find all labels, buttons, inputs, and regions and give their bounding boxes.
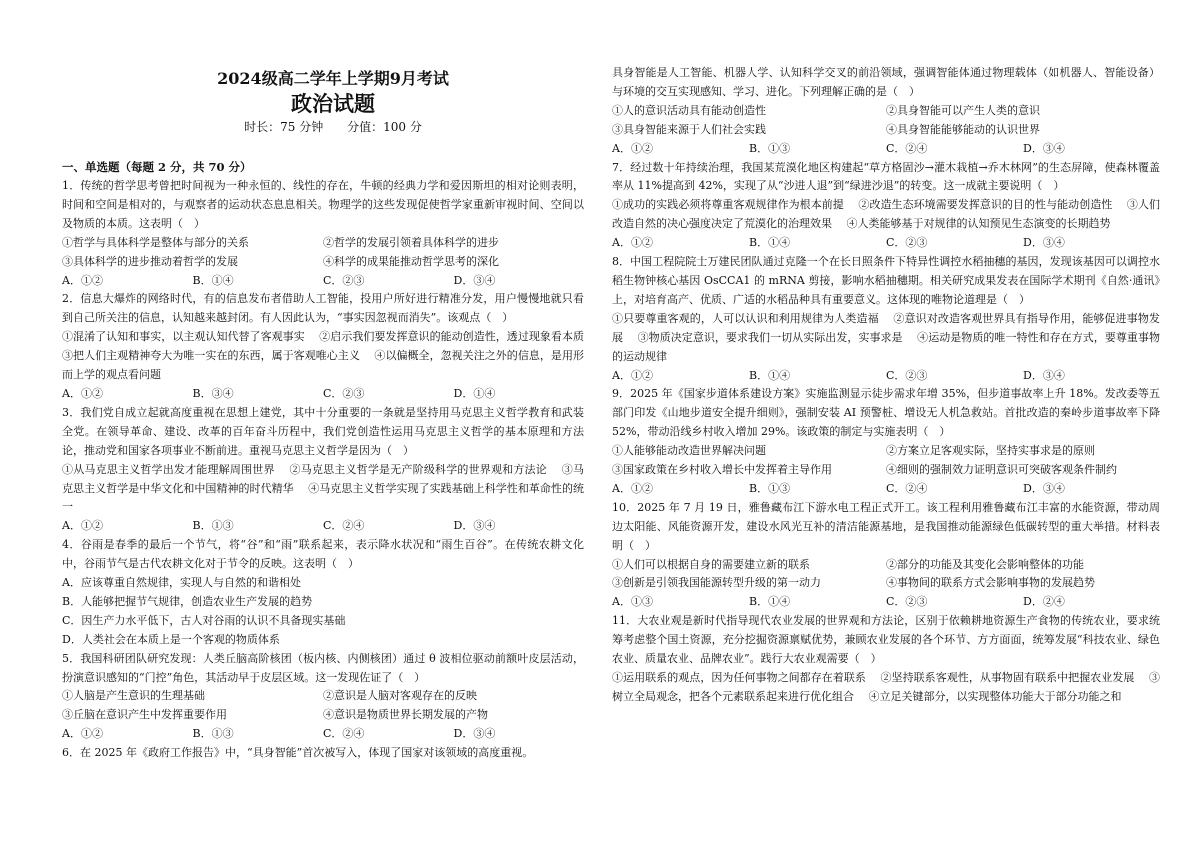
option-c: C．因生产力水平低下，古人对谷雨的认识不具备现实基础 (62, 613, 346, 627)
option-a: A．①② (62, 273, 103, 287)
statement: ①人们可以根据自身的需要建立新的联系 (612, 557, 810, 571)
statement-list (62, 234, 584, 272)
question-stem: 3．我们党自成立起就高度重视在思想上建党，其中十分重要的一条就是坚持用马克思主义哲学教育和武装全党。在领导革命、建设、改革的百年奋斗历程中，我们党创造性运用马克思主义哲学的基本原理和方法论，推动党和国家各项事业不断前进。重视马克思主义哲学是因为（ ） (62, 405, 584, 457)
option-c: C．②④ (886, 141, 928, 155)
option-c: C．②③ (323, 273, 365, 287)
question-2 (62, 290, 599, 403)
option-d: D．③④ (453, 727, 496, 741)
question-5 (62, 650, 584, 745)
option-d: D．③④ (1023, 236, 1065, 250)
total-score: 分值：100 分 (347, 120, 422, 134)
statement: ①哲学与具体科学是整体与部分的关系 (62, 235, 249, 249)
statement: ①人能够能动改造世界解决问题 (612, 444, 766, 458)
answer-options (62, 272, 584, 291)
question-stem: 7．经过数十年持续治理，我国某荒漠化地区构建起“草方格固沙→灌木栽植→乔木林网”的生态屏障，使森林覆盖率从 11%提高到 42%，实现了从“沙进人退”到“绿进沙退”的转变。这一成就主要说明（ ） (612, 160, 1160, 193)
answer-options (62, 517, 584, 536)
statement: ③丘脑在意识产生中发挥重要作用 (62, 708, 227, 722)
option-b: B．①③ (192, 519, 234, 533)
option-a: A．①② (612, 481, 653, 495)
option-b: B．①③ (749, 481, 791, 495)
option-b: B．人能够把握节气规律，创造农业生产发展的趋势 (62, 594, 313, 608)
exam-title: 2024级高二学年上学期9月考试 (217, 69, 449, 88)
statement: ③具身智能来源于人们社会实践 (612, 122, 766, 136)
option-a: A．①② (62, 727, 103, 741)
statement-list: ①成功的实践必须将尊重客观规律作为根本前提 ②改造生态环境需要发挥意识的目的性与能动创造性 ③人们改造自然的决心强度决定了荒漠化的治理效果 ④人类能够基于对规律的认知预见生态演变的长期趋势 (612, 198, 1160, 231)
question-stem: 8．中国工程院院士万建民团队通过克隆一个在长日照条件下特异性调控水稻抽穗的基因，发现该基因可以调控水稻生物钟核心基因 OsCCA1 的 mRNA 剪接，影响水稻抽穗期。相关研究成果发表在国际学术期刊《自然·通讯》上，对培育高产、优质、广适的水稻品种具有重要意义。这体现的唯物论道理是（ ） (612, 255, 1160, 306)
option-d: D．③④ (453, 273, 496, 287)
question-7 (612, 159, 1160, 254)
statement: ②部分的功能及其变化会影响整体的功能 (886, 557, 1084, 571)
option-b: B．①④ (749, 236, 791, 250)
question-stem: 5．我国科研团队研究发现：人类丘脑高阶核团（板内核、内侧核团）通过 θ 波相位驱动前额叶皮层活动，扮演意识感知的“门控”角色，其活动早于皮层区域。这一发现佐证了（ ） (62, 651, 584, 684)
statement: ②意识是人脑对客观存在的反映 (323, 689, 477, 703)
option-b: B．①③ (749, 141, 791, 155)
statement-list (612, 556, 1160, 594)
answer-options (612, 480, 1160, 499)
duration: 时长：75 分钟 (244, 120, 324, 134)
question-stem: 1．传统的哲学思考曾把时间视为一种永恒的、线性的存在，牛顿的经典力学和爱因斯坦的相对论则表明，时间和空间是相对的，与观察者的运动状态息息相关。物理学的这些发现促使哲学家重新审视时间、空间以及物质的本质。这表明（ ） (62, 179, 584, 230)
option-c: C．②③ (886, 595, 928, 609)
answer-options (612, 140, 1160, 159)
statement: ④意识是物质世界长期发展的产物 (323, 708, 488, 722)
statement: ③国家政策在乡村收入增长中发挥着主导作用 (612, 463, 832, 477)
statement: ④细则的强制效力证明意识可突破客观条件制约 (886, 463, 1117, 477)
statement: ①人的意识活动具有能动创造性 (612, 103, 766, 117)
statement: ②具身智能可以产生人类的意识 (886, 103, 1040, 117)
option-a: A．①② (612, 368, 653, 382)
answer-options (612, 234, 1160, 253)
question-stem: 11．大农业观是新时代指导现代农业发展的世界观和方法论，区别于依赖耕地资源生产食物的传统农业，要求统筹考虑整个国土资源，充分挖掘资源禀赋优势，兼顾农业发展的各个环节、方方面面，统筹发展“科技农业、绿色农业、质量农业、品牌农业”。践行大农业观需要（ ） (612, 614, 1160, 666)
statement-list (62, 687, 584, 725)
option-c: C．②③ (886, 236, 928, 250)
option-d: D．①④ (453, 386, 496, 400)
question-4 (62, 536, 584, 649)
left-column (62, 0, 599, 763)
statement-list: ①运用联系的观点，因为任何事物之间都存在着联系 ②坚持联系客观性，从事物固有联系中把握农业发展 ③树立全局观念，把各个元素联系起来进行优化组合 ④立足关键部分，以实现整体功能大于部分功能之和 (612, 671, 1160, 703)
answer-options (62, 725, 584, 744)
option-c: C．②③ (886, 368, 928, 382)
statement: ③具体科学的进步推动着哲学的发展 (62, 254, 238, 268)
option-c: C．②③ (323, 386, 365, 400)
question-stem: 4．谷雨是春季的最后一个节气，将“谷”和“雨”联系起来，表示降水状况和“雨生百谷”。在传统农耕文化中，谷雨节气是古代农耕文化对于节令的反映。这表明（ ） (62, 538, 584, 571)
question-stem: 9．2025 年《国家步道体系建设方案》实施监测显示徒步需求年增 35%，但步道事故率上升 18%。发改委等五部门印发《山地步道安全提升细则》，强制安装 AI 预警桩、增设无人机急救站。首批改造的秦岭步道事故率下降 52%，带动沿线乡村收入增加 29%。该政策的制定与实施表明（ ） (612, 387, 1160, 439)
question-9 (612, 385, 1160, 498)
statement-list: ①只要尊重客观的，人可以认识和利用规律为人类造福 ②意识对改造客观世界具有指导作用，能够促进事物发展 ③物质决定意识，要求我们一切从实际出发，实事求是 ④运动是物质的唯一特性和存在方式，要尊重事物的运动规律 (612, 311, 1160, 363)
option-a: A．①② (612, 236, 653, 250)
option-b: B．①④ (749, 595, 791, 609)
option-d: D．③④ (1023, 481, 1065, 495)
question-stem: 具身智能是人工智能、机器人学、认知科学交叉的前沿领域，强调智能体通过物理载体（如机器人、智能设备）与环境的交互实现感知、学习、进化。下列理解正确的是（ ） (612, 66, 1160, 98)
question-3 (62, 404, 584, 536)
statement: ④科学的成果能推动哲学思考的深化 (323, 254, 499, 268)
option-d: D．人类社会在本质上是一个客观的物质体系 (62, 632, 280, 646)
option-b: B．③④ (192, 386, 234, 400)
option-b: B．①④ (749, 368, 791, 382)
option-b: B．①④ (192, 273, 234, 287)
question-8 (612, 253, 1160, 385)
question-10 (612, 499, 1160, 612)
subject-title: 政治试题 (291, 91, 375, 116)
question-stem: 6．在 2025 年《政府工作报告》中，“具身智能”首次被写入，体现了国家对该领域的高度重视。 (62, 746, 534, 760)
option-a: A．①② (612, 141, 653, 155)
question-11 (612, 612, 1160, 707)
option-a: A．①② (62, 386, 103, 400)
statement-list: ①从马克思主义哲学出发才能理解周围世界 ②马克思主义哲学是无产阶级科学的世界观和方法论 ③马克思主义哲学是中华文化和中国精神的时代精华 ④马克思主义哲学实现了实践基础上科学性和革命性的统一 (62, 462, 584, 514)
statement: ①人脑是产生意识的生理基础 (62, 689, 205, 703)
option-d: D．③④ (453, 519, 496, 533)
option-a: A．应该尊重自然规律，实现人与自然的和谐相处 (62, 576, 301, 590)
question-6-start (62, 744, 584, 763)
answer-options (62, 385, 584, 404)
question-6-continued (612, 64, 1160, 159)
answer-options (612, 367, 1160, 386)
option-a: A．①② (62, 519, 103, 533)
statement-list (612, 442, 1160, 480)
option-b: B．①③ (192, 727, 234, 741)
option-d: D．③④ (1023, 141, 1065, 155)
option-c: C．②④ (323, 727, 365, 741)
option-d: D．②④ (1023, 595, 1065, 609)
statement-list (612, 102, 1160, 140)
statement: ②哲学的发展引领着具体科学的进步 (323, 235, 499, 249)
statement: ②方案立足客观实际，坚持实事求是的原则 (886, 444, 1095, 458)
question-stem: 10．2025 年 7 月 19 日，雅鲁藏布江下游水电工程正式开工。该工程利用雅鲁藏布江丰富的水能资源，带动周边太阳能、风能资源开发，建设水风光互补的清洁能源基地，是我国推动能源绿色低碳转型的重大举措。材料表明（ ） (612, 500, 1160, 552)
answer-options (612, 593, 1160, 612)
question-stem: 2．信息大爆炸的网络时代，有的信息发布者借助人工智能，投用户所好进行精准分发，用户慢慢地就只看到自己所关注的信息，认知越来越封闭。有人因此认为，“事实因忽视而消失”。该观点（ ） (62, 292, 584, 325)
statement: ③创新是引领我国能源转型升级的第一动力 (612, 576, 821, 590)
option-c: C．②④ (323, 519, 365, 533)
statement: ④事物间的联系方式会影响事物的发展趋势 (886, 576, 1095, 590)
statement: ④具身智能能够能动的认识世界 (886, 122, 1040, 136)
statement-list: ①混淆了认知和事实，以主观认知代替了客观事实 ②启示我们要发挥意识的能动创造性，透过现象看本质 ③把人们主观精神夸大为唯一实在的东西，属于客观唯心主义 ④以偏概全，忽视关注之外的信息，是用形而上学的观点看问题 (62, 330, 599, 382)
exam-header (62, 68, 584, 136)
option-a: A．①③ (612, 595, 653, 609)
exam-meta (82, 118, 584, 136)
question-1 (62, 177, 584, 290)
option-c: C．②④ (886, 481, 928, 495)
section-heading: 一、单选题（每题 2 分，共 70 分） (62, 160, 252, 174)
option-d: D．③④ (1023, 368, 1065, 382)
right-column (612, 0, 1160, 707)
